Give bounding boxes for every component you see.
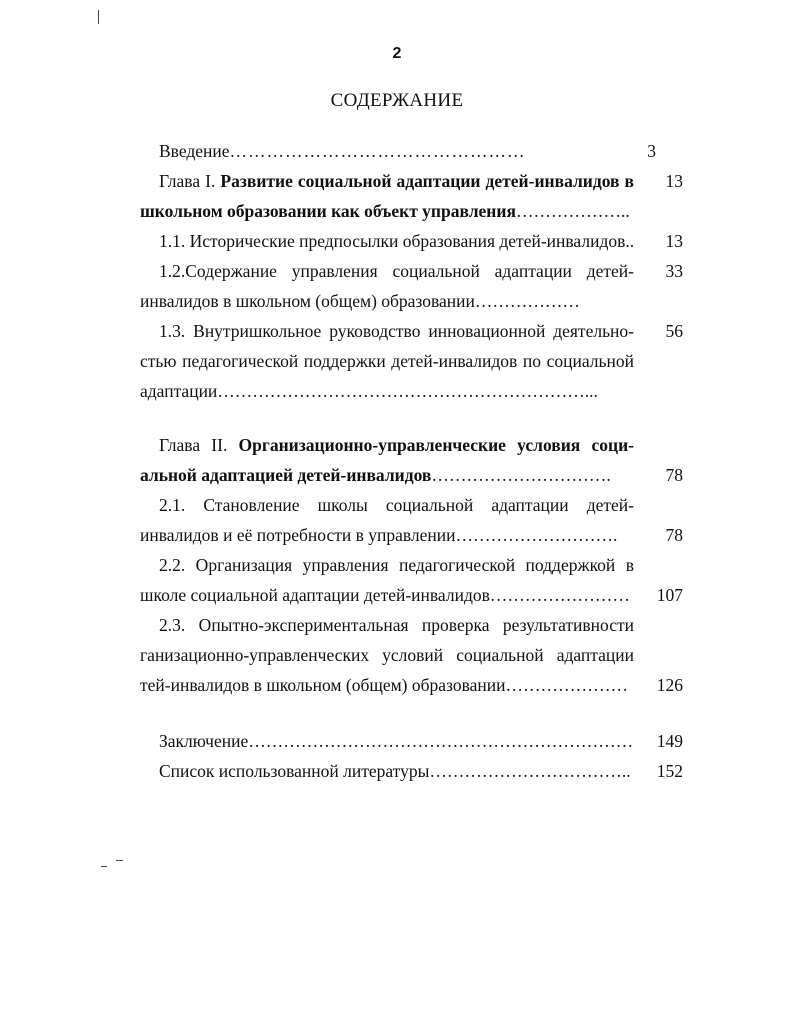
toc-entry-label-cont: школе социальной адаптации детей-инвалидов…………………… [140, 585, 630, 605]
toc-entry-1-2-cont [0, 286, 794, 316]
toc-entry-1-3[interactable] [0, 316, 794, 346]
scan-artifact [116, 860, 123, 861]
toc-entry-2-3-cont [0, 670, 794, 700]
toc-entry-2-3-cont [0, 640, 794, 670]
toc-page-number: 78 [665, 525, 683, 545]
toc-entry-2-3[interactable] [0, 610, 794, 640]
toc-entry-label: 1.2.Содержание управления социальной адаптации детей- [159, 261, 634, 281]
toc-entry-label: 2.1. Становление школы социальной адаптации детей- [159, 495, 634, 515]
toc-entry-label: Заключение………………………………………………………… [159, 731, 634, 751]
toc-entry-label: Список использованной литературы…………………………….. [159, 761, 631, 781]
toc-entry-label-cont: ганизационно-управленческих условий социальной адаптации [140, 645, 634, 665]
toc-entry-label-cont: инвалидов и её потребности в управлении………………………. [140, 525, 618, 545]
toc-entry-intro[interactable] [0, 136, 794, 166]
toc-page-number: 78 [665, 465, 683, 485]
toc-entry-label-cont: адаптации………………………………………………………... [140, 381, 598, 401]
toc-entry-1-2[interactable] [0, 256, 794, 286]
toc-entry-1-1[interactable] [0, 226, 794, 256]
toc-page-number: 3 [647, 141, 656, 161]
page-number: 2 [392, 45, 402, 62]
toc-page-number: 152 [656, 761, 683, 781]
toc-entry-references[interactable] [0, 756, 794, 786]
toc-entry-label: 2.3. Опытно-экспериментальная проверка результативности [159, 615, 634, 635]
toc-page-number: 149 [656, 731, 683, 751]
toc-entry-2-1-cont [0, 520, 794, 550]
toc-entry-chapter-1-cont [0, 196, 794, 226]
toc-page-number: 107 [656, 585, 683, 605]
toc-entry-label-cont: тей-инвалидов в школьном (общем) образовании………………… [140, 675, 629, 695]
toc-entry-label: 1.3. Внутришкольное руководство инновационной деятельно- [159, 321, 634, 341]
toc-page-number: 13 [665, 171, 683, 191]
toc-entry-2-2[interactable] [0, 550, 794, 580]
toc-entry-2-1[interactable] [0, 490, 794, 520]
toc-entry-label: 2.2. Организация управления педагогической поддержкой в [159, 555, 634, 575]
toc-entry-label: Введение [159, 141, 230, 161]
toc-entry-label: 1.1. Исторические предпосылки образования детей-инвалидов.. [159, 231, 635, 251]
chapter-prefix: Глава I. [159, 171, 221, 191]
toc-entry-label-cont: инвалидов в школьном (общем) образовании……………… [140, 291, 580, 311]
toc-entry-label-cont: стью педагогической поддержки детей-инвалидов по социальной [140, 351, 634, 371]
chapter-title-cont: школьном образовании как объект управления [140, 201, 516, 221]
scan-artifact [101, 866, 107, 867]
toc-page-number: 126 [656, 675, 683, 695]
toc-entry-2-2-cont [0, 580, 794, 610]
toc-page-number: 56 [665, 321, 683, 341]
leader-dots: …………………………. [431, 465, 611, 485]
page-title: СОДЕРЖАНИЕ [330, 90, 464, 111]
toc-entry-1-3-cont [0, 376, 794, 406]
chapter-title-cont: альной адаптацией детей-инвалидов [140, 465, 432, 485]
chapter-title: Организационно-управленческие условия соци- [238, 435, 634, 455]
toc-page-number: 13 [665, 231, 683, 251]
leader-dots: ………………………………………… [229, 141, 526, 161]
leader-dots: ……………….. [515, 201, 630, 221]
toc-entry-1-3-cont [0, 346, 794, 376]
scan-artifact [98, 10, 99, 24]
toc-entry-chapter-2-cont [0, 460, 794, 490]
chapter-prefix: Глава II. [159, 435, 239, 455]
toc-entry-chapter-1[interactable] [0, 166, 794, 196]
toc-page-number: 33 [665, 261, 683, 281]
toc-entry-chapter-2[interactable] [0, 430, 794, 460]
toc-entry-conclusion[interactable] [0, 726, 794, 756]
chapter-title: Развитие социальной адаптации детей-инвалидов в [220, 171, 634, 191]
